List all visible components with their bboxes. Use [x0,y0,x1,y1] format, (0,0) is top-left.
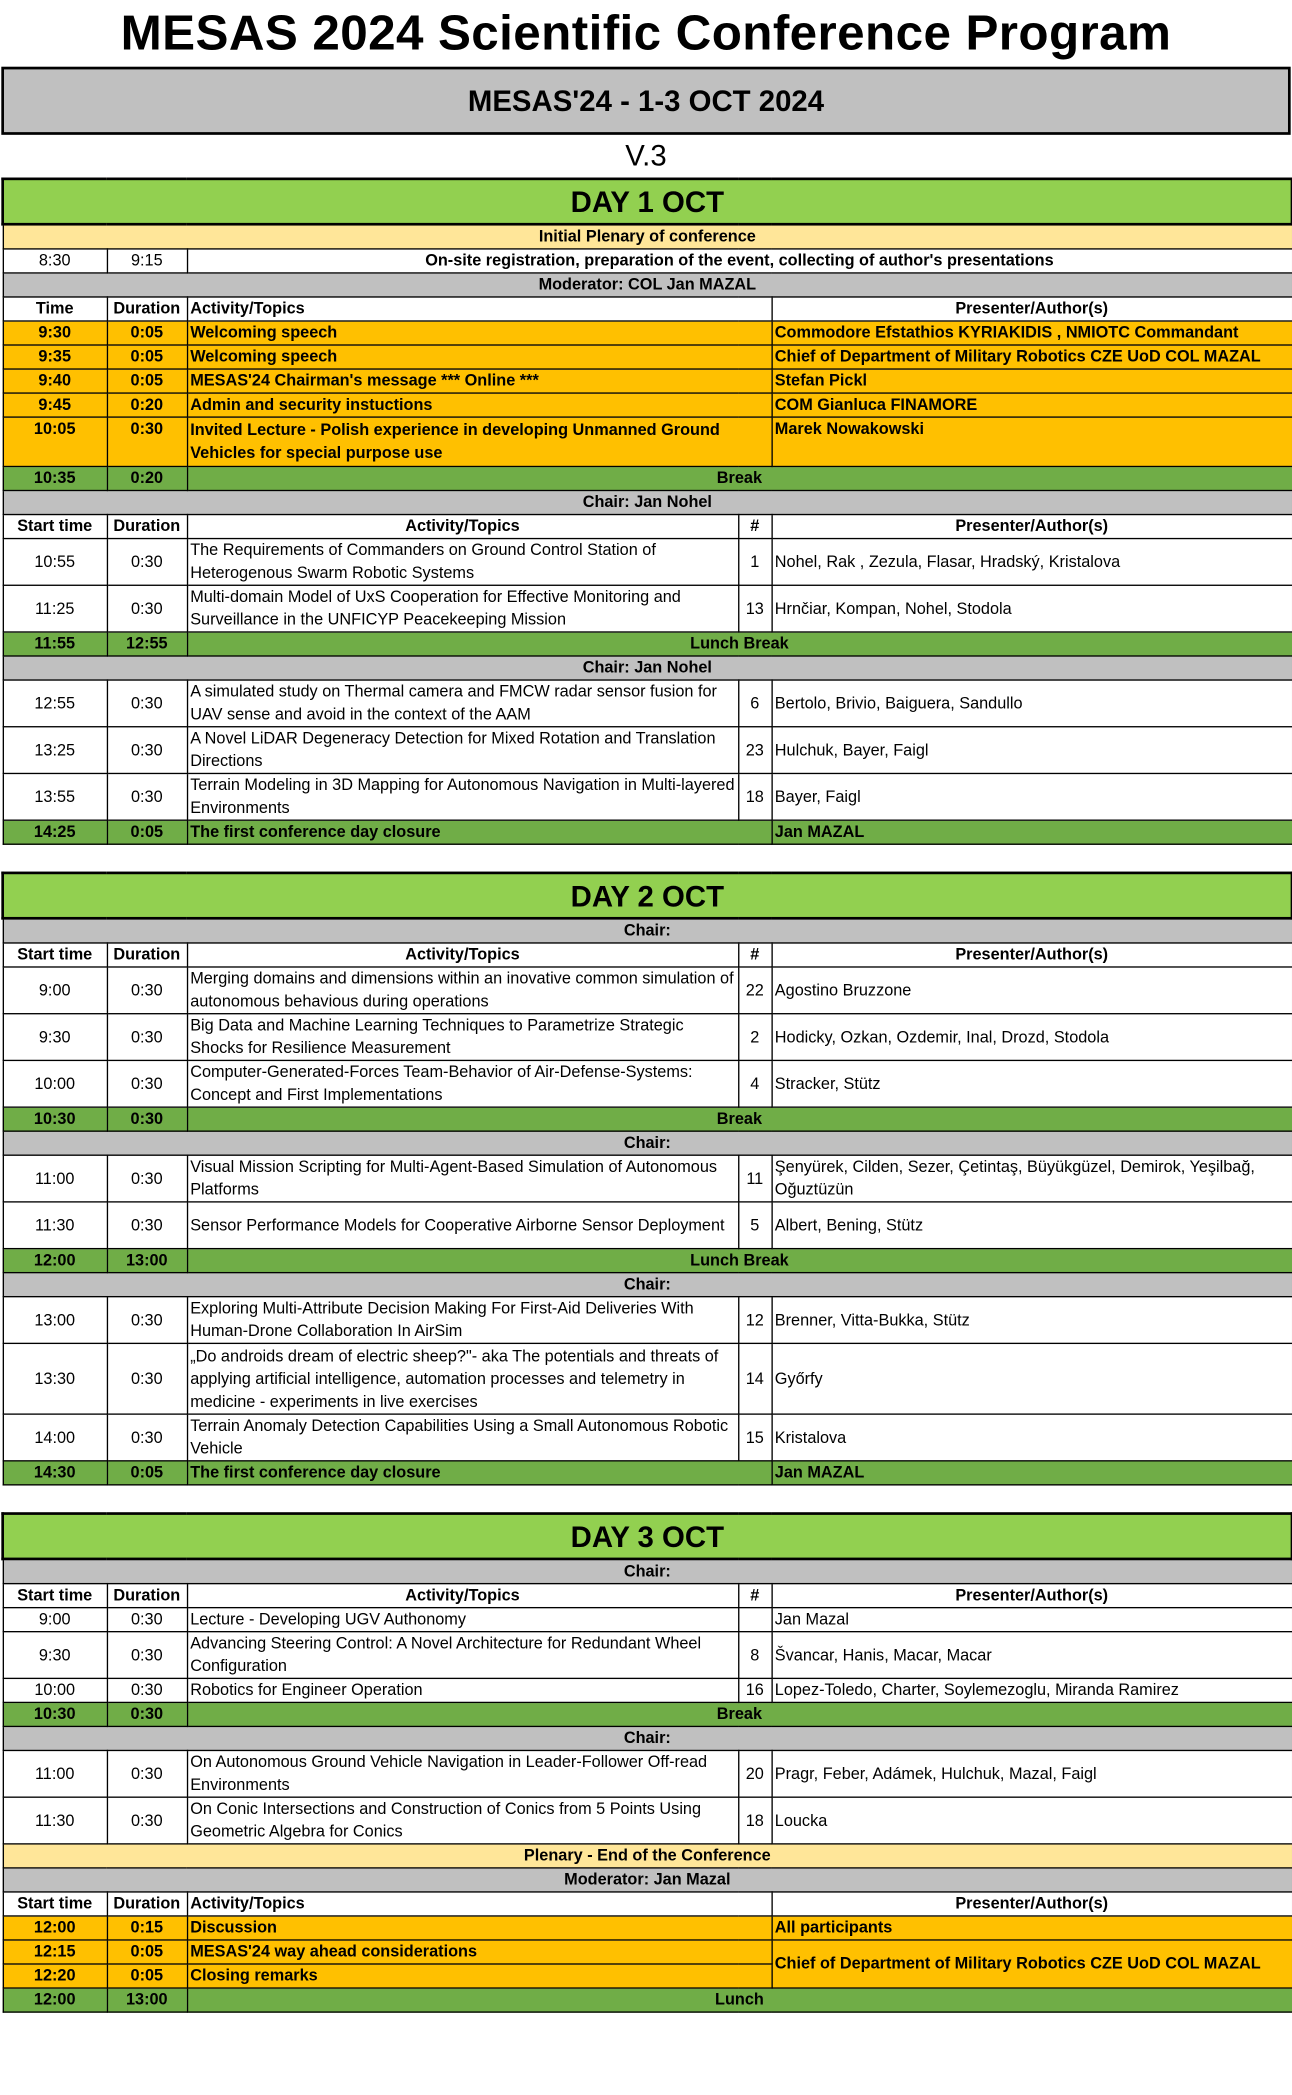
closing-activity: MESAS'24 way ahead considerations [187,1940,772,1964]
break-row [3,466,1292,490]
closure-time: 14:25 [3,820,107,844]
talk-topic: Robotics for Engineer Operation [187,1678,738,1702]
day3-chair1: Chair: [3,1559,1292,1584]
opening-time: 9:40 [3,369,107,393]
closing-time: 12:00 [3,1916,107,1940]
closure-label: The first conference day closure [187,820,772,844]
day2-table [1,872,1292,1486]
talk-time: 11:30 [3,1202,107,1249]
table-row [3,1608,1292,1632]
closing-time: 12:20 [3,1964,107,1988]
talk-topic: „Do androids dream of electric sheep?"- aka The potentials and threats of applying artificial intelligence, automation processes and telemetry in medicine - experiments in live exercises [187,1343,738,1414]
talk-duration: 0:30 [107,727,187,774]
talk-duration: 0:30 [107,1297,187,1344]
header-duration: Duration [107,1584,187,1608]
header-activity: Activity/Topics [187,1892,772,1916]
talk-authors: Švancar, Hanis, Macar, Macar [771,1632,1292,1679]
talk-topic: Lecture - Developing UGV Authonomy [187,1608,738,1632]
talk-topic: A simulated study on Thermal camera and FMCW radar sensor fusion for UAV sense and avoid in the context of the AAM [187,680,738,727]
talk-time: 11:00 [3,1750,107,1797]
talk-topic: On Conic Intersections and Construction of Conics from 5 Points Using Geometric Algebra for Conics [187,1797,738,1844]
closing-duration: 0:05 [107,1964,187,1988]
table-row [3,773,1292,820]
talk-time: 10:00 [3,1060,107,1107]
talk-authors: Brenner, Vitta-Bukka, Stütz [771,1297,1292,1344]
event-banner: MESAS'24 - 1-3 OCT 2024 [1,67,1290,135]
talk-authors: Bertolo, Brivio, Baiguera, Sandullo [771,680,1292,727]
day1-title: DAY 1 OCT [3,179,1292,224]
header-num: # [738,515,771,539]
header-start-time: Start time [3,515,107,539]
table-row [3,680,1292,727]
day1-plenary: Initial Plenary of conference [3,224,1292,249]
opening-activity: Admin and security instuctions [187,393,772,417]
table-row [3,1750,1292,1797]
closing-row [3,1916,1292,1940]
talk-authors: Jan Mazal [771,1608,1292,1632]
table-row [3,1014,1292,1061]
table-row [3,1343,1292,1414]
talk-time: 10:55 [3,539,107,586]
opening-row [3,369,1292,393]
closing-activity: Closing remarks [187,1964,772,1988]
talk-number: 2 [738,1014,771,1061]
talk-time: 14:00 [3,1414,107,1461]
page-title: MESAS 2024 Scientific Conference Program [120,5,1172,61]
break-duration: 0:30 [107,1702,187,1726]
talk-topic: Big Data and Machine Learning Techniques to Parametrize Strategic Shocks for Resilience Measurement [187,1014,738,1061]
opening-presenter: Marek Nowakowski [771,417,1292,466]
day3-moderator: Moderator: Jan Mazal [3,1868,1292,1892]
day1-table [1,178,1292,845]
talk-number: 18 [738,1797,771,1844]
header-time: Time [3,297,107,321]
lunch-time: 12:00 [3,1988,107,2012]
talk-topic: Merging domains and dimensions within an inovative common simulation of autonomous behavious during operations [187,967,738,1014]
talk-authors: Hulchuk, Bayer, Faigl [771,727,1292,774]
day1-moderator: Moderator: COL Jan MAZAL [3,273,1292,297]
talk-time: 9:30 [3,1014,107,1061]
lunch-time: 12:00 [3,1249,107,1273]
day1-chair1: Chair: Jan Nohel [3,491,1292,515]
registration-start: 8:30 [3,249,107,273]
talk-duration: 0:30 [107,1608,187,1632]
header-duration: Duration [107,943,187,967]
talk-number: 8 [738,1632,771,1679]
closing-row [3,1940,1292,1964]
header-presenter: Presenter/Author(s) [771,1892,1292,1916]
registration-text: On-site registration, preparation of the event, collecting of author's presentations [187,249,1292,273]
lunch-row [3,1249,1292,1273]
closure-time: 14:30 [3,1461,107,1485]
talk-authors: Şenyürek, Cilden, Sezer, Çetintaş, Büyükgüzel, Demirok, Yeşilbağ, Oğuztüzün [771,1155,1292,1202]
table-row [3,539,1292,586]
closing-presenter: Chief of Department of Military Robotics CZE UoD COL MAZAL [771,1940,1292,1988]
opening-row [3,321,1292,345]
talk-time: 9:00 [3,1608,107,1632]
talk-number: 6 [738,680,771,727]
talk-duration: 0:30 [107,680,187,727]
talk-authors: Bayer, Faigl [771,773,1292,820]
break-label: Break [187,1107,1292,1131]
opening-presenter: COM Gianluca FINAMORE [771,393,1292,417]
opening-duration: 0:30 [107,417,187,466]
day2-chair3: Chair: [3,1273,1292,1297]
header-start-time: Start time [3,1584,107,1608]
talk-number: 18 [738,773,771,820]
talk-duration: 0:30 [107,539,187,586]
break-time: 10:30 [3,1702,107,1726]
talk-authors: Pragr, Feber, Adámek, Hulchuk, Mazal, Faigl [771,1750,1292,1797]
talk-authors: Győrfy [771,1343,1292,1414]
talk-number: 16 [738,1678,771,1702]
talk-authors: Agostino Bruzzone [771,967,1292,1014]
talk-authors: Stracker, Stütz [771,1060,1292,1107]
opening-activity: Welcoming speech [187,321,772,345]
talk-topic: Terrain Modeling in 3D Mapping for Autonomous Navigation in Multi-layered Environments [187,773,738,820]
closure-row [3,1461,1292,1485]
day1-chair2: Chair: Jan Nohel [3,656,1292,680]
lunch-label: Lunch [187,1988,1292,2012]
talk-duration: 0:30 [107,585,187,632]
talk-authors: Nohel, Rak , Zezula, Flasar, Hradský, Kristalova [771,539,1292,586]
talk-authors: Albert, Bening, Stütz [771,1202,1292,1249]
table-row [3,1297,1292,1344]
header-num: # [738,1584,771,1608]
talk-time: 9:30 [3,1632,107,1679]
talk-authors: Hodicky, Ozkan, Ozdemir, Inal, Drozd, Stodola [771,1014,1292,1061]
talk-topic: Computer-Generated-Forces Team-Behavior of Air-Defense-Systems: Concept and First Implementations [187,1060,738,1107]
day2-chair1: Chair: [3,918,1292,943]
talk-time: 9:00 [3,967,107,1014]
talk-topic: Sensor Performance Models for Cooperative Airborne Sensor Deployment [187,1202,738,1249]
talk-duration: 0:30 [107,1797,187,1844]
break-duration: 0:20 [107,466,187,490]
registration-end: 9:15 [107,249,187,273]
closing-time: 12:15 [3,1940,107,1964]
talk-authors: Hrnčiar, Kompan, Nohel, Stodola [771,585,1292,632]
talk-duration: 0:30 [107,1060,187,1107]
lunch-label: Lunch Break [187,632,1292,656]
closure-duration: 0:05 [107,1461,187,1485]
talk-number: 11 [738,1155,771,1202]
opening-duration: 0:05 [107,345,187,369]
talk-number: 22 [738,967,771,1014]
lunch-row [3,632,1292,656]
closure-label: The first conference day closure [187,1461,772,1485]
talk-number: 12 [738,1297,771,1344]
talk-duration: 0:30 [107,1678,187,1702]
table-row [3,1414,1292,1461]
break-label: Break [187,1702,1292,1726]
talk-topic: Exploring Multi-Attribute Decision Making For First-Aid Deliveries With Human-Drone Collaboration In AirSim [187,1297,738,1344]
header-activity: Activity/Topics [187,1584,738,1608]
lunch-end: 12:55 [107,632,187,656]
talk-authors: Kristalova [771,1414,1292,1461]
header-duration: Duration [107,515,187,539]
table-row [3,1202,1292,1249]
opening-time: 9:30 [3,321,107,345]
header-duration: Duration [107,1892,187,1916]
talk-number: 1 [738,539,771,586]
header-presenter: Presenter/Author(s) [771,515,1292,539]
header-start-time: Start time [3,943,107,967]
table-row [3,967,1292,1014]
header-num: # [738,943,771,967]
talk-time: 11:25 [3,585,107,632]
talk-number: 14 [738,1343,771,1414]
lunch-end: 13:00 [107,1988,187,2012]
opening-time: 9:45 [3,393,107,417]
day3-table [1,1512,1292,2013]
break-row [3,1107,1292,1131]
talk-number: 5 [738,1202,771,1249]
talk-authors: Loucka [771,1797,1292,1844]
closing-duration: 0:05 [107,1940,187,1964]
header-activity: Activity/Topics [187,515,738,539]
header-presenter: Presenter/Author(s) [771,943,1292,967]
header-activity: Activity/Topics [187,943,738,967]
break-label: Break [187,466,1292,490]
talk-topic: Advancing Steering Control: A Novel Architecture for Redundant Wheel Configuration [187,1632,738,1679]
opening-duration: 0:05 [107,369,187,393]
opening-row [3,345,1292,369]
day2-chair2: Chair: [3,1131,1292,1155]
talk-duration: 0:30 [107,1202,187,1249]
table-row [3,1632,1292,1679]
opening-duration: 0:05 [107,321,187,345]
opening-time: 10:05 [3,417,107,466]
talk-time: 11:00 [3,1155,107,1202]
break-time: 10:30 [3,1107,107,1131]
closure-duration: 0:05 [107,820,187,844]
table-row [3,585,1292,632]
talk-time: 12:55 [3,680,107,727]
lunch-end: 13:00 [107,1249,187,1273]
talk-number: 15 [738,1414,771,1461]
lunch-row [3,1988,1292,2012]
talk-topic: The Requirements of Commanders on Ground Control Station of Heterogenous Swarm Robotic Systems [187,539,738,586]
talk-topic: Terrain Anomaly Detection Capabilities Using a Small Autonomous Robotic Vehicle [187,1414,738,1461]
talk-time: 13:30 [3,1343,107,1414]
closure-presenter: Jan MAZAL [771,820,1292,844]
lunch-time: 11:55 [3,632,107,656]
talk-duration: 0:30 [107,773,187,820]
header-duration: Duration [107,297,187,321]
opening-presenter: Commodore Efstathios KYRIAKIDIS , NMIOTC Commandant [771,321,1292,345]
table-row [3,1797,1292,1844]
talk-topic: A Novel LiDAR Degeneracy Detection for Mixed Rotation and Translation Directions [187,727,738,774]
header-activity: Activity/Topics [187,297,772,321]
talk-duration: 0:30 [107,1750,187,1797]
talk-duration: 0:30 [107,1343,187,1414]
talk-duration: 0:30 [107,1414,187,1461]
talk-topic: On Autonomous Ground Vehicle Navigation in Leader-Follower Off-read Environments [187,1750,738,1797]
opening-activity: Welcoming speech [187,345,772,369]
table-row [3,727,1292,774]
break-time: 10:35 [3,466,107,490]
talk-number [738,1608,771,1632]
talk-time: 11:30 [3,1797,107,1844]
header-presenter: Presenter/Author(s) [771,297,1292,321]
opening-duration: 0:20 [107,393,187,417]
opening-presenter: Stefan Pickl [771,369,1292,393]
day3-plenary: Plenary - End of the Conference [3,1844,1292,1868]
talk-topic: Multi-domain Model of UxS Cooperation for Effective Monitoring and Surveillance in the UNFICYP Peacekeeping Mission [187,585,738,632]
opening-activity: Invited Lecture - Polish experience in developing Unmanned Ground Vehicles for special purpose use [187,417,772,466]
header-start-time: Start time [3,1892,107,1916]
day3-title: DAY 3 OCT [3,1514,1292,1559]
table-row [3,1155,1292,1202]
talk-authors: Lopez-Toledo, Charter, Soylemezoglu, Miranda Ramirez [771,1678,1292,1702]
opening-row [3,393,1292,417]
table-row [3,1060,1292,1107]
day2-title: DAY 2 OCT [3,873,1292,918]
lunch-label: Lunch Break [187,1249,1292,1273]
talk-duration: 0:30 [107,967,187,1014]
closure-presenter: Jan MAZAL [771,1461,1292,1485]
talk-time: 13:25 [3,727,107,774]
talk-duration: 0:30 [107,1014,187,1061]
opening-presenter: Chief of Department of Military Robotics CZE UoD COL MAZAL [771,345,1292,369]
opening-row [3,417,1292,466]
talk-topic: Visual Mission Scripting for Multi-Agent-Based Simulation of Autonomous Platforms [187,1155,738,1202]
talk-duration: 0:30 [107,1155,187,1202]
closing-duration: 0:15 [107,1916,187,1940]
closing-presenter: All participants [771,1916,1292,1940]
talk-number: 23 [738,727,771,774]
closure-row [3,820,1292,844]
talk-time: 13:00 [3,1297,107,1344]
closing-activity: Discussion [187,1916,772,1940]
break-row [3,1702,1292,1726]
talk-number: 4 [738,1060,771,1107]
opening-time: 9:35 [3,345,107,369]
opening-activity: MESAS'24 Chairman's message *** Online *** [187,369,772,393]
table-row [3,1678,1292,1702]
talk-time: 13:55 [3,773,107,820]
talk-number: 20 [738,1750,771,1797]
header-presenter: Presenter/Author(s) [771,1584,1292,1608]
day3-chair2: Chair: [3,1726,1292,1750]
break-duration: 0:30 [107,1107,187,1131]
version-label: V.3 [625,138,667,173]
talk-number: 13 [738,585,771,632]
talk-duration: 0:30 [107,1632,187,1679]
talk-time: 10:00 [3,1678,107,1702]
